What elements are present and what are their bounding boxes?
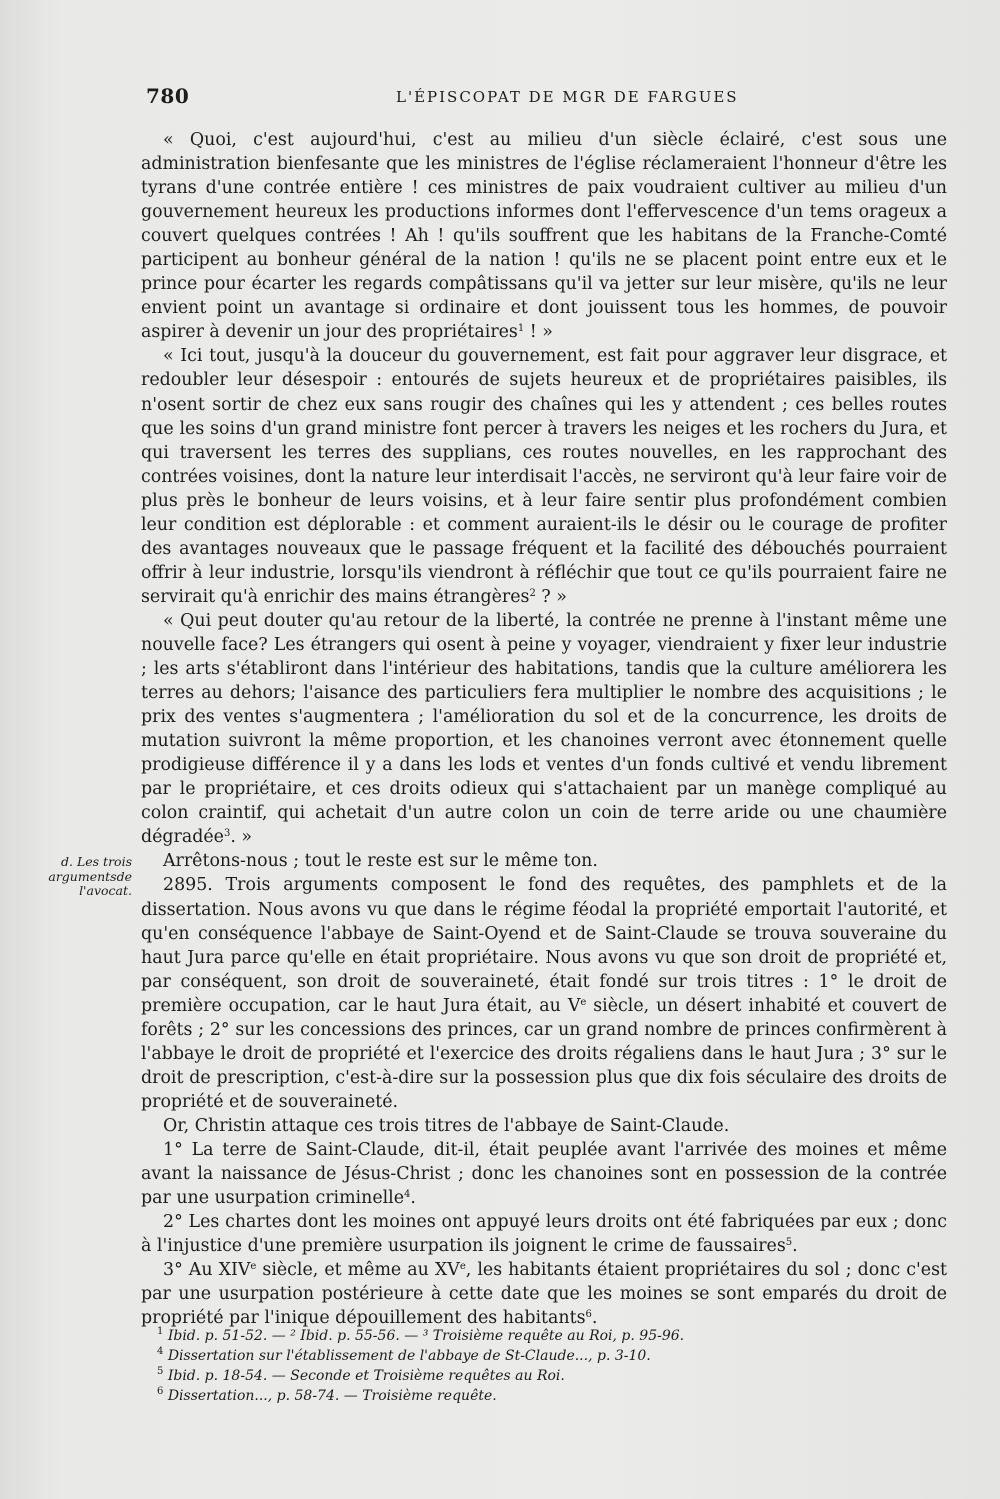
footnote-number: 6 — [157, 1386, 164, 1397]
footnote-text: Ibid. p. 51-52. — ² Ibid. p. 55-56. — ³ Troisième requête au Roi, p. 95-96. — [167, 1328, 685, 1344]
paragraph: « Quoi, c'est aujourd'hui, c'est au milieu d'un siècle éclairé, c'est sous une administration bienfesante que les ministres de l'église réclameraient l'honneur d'être les tyrans d'une contrée entière ! ces ministres de paix voudraient cultiver au milieu d'un gouvernement heureux les productions informes dont l'effervescence d'un tems orageux a couvert quelques contrées ! Ah ! qu'ils souffrent que les habitans de la Franche-Comté participent au bonheur général de la nation ! qu'ils ne se placent point entre eux et le prince pour écarter les regards compâtissans qu'il va jetter sur leur misère, qu'ils ne leur envient point un avantage si ordinaire et dont jouissent tous les hommes, de pouvoir aspirer à devenir un jour des propriétaires$^1$ ! » — [141, 130, 947, 343]
page-header — [146, 84, 946, 114]
running-title: L'ÉPISCOPAT DE MGR DE FARGUES — [396, 88, 739, 106]
footnote-ref: 5 — [785, 1237, 793, 1249]
footnote-text: Dissertation sur l'établissement de l'abbaye de St-Claude..., p. 3-10. — [167, 1348, 651, 1364]
footnote — [157, 1326, 937, 1346]
superscript: e — [459, 1261, 466, 1273]
footnote-number: 1 — [157, 1326, 164, 1337]
page-number: 780 — [146, 84, 190, 108]
body-text — [141, 128, 947, 1330]
footnote-ref: 6 — [585, 1309, 592, 1321]
footnote-ref: 2 — [529, 587, 536, 599]
footnote-ref: 4 — [404, 1189, 411, 1201]
superscript: e — [250, 1261, 257, 1273]
paragraph: Arrêtons-nous ; tout le reste est sur le même ton. — [163, 851, 598, 872]
margin-note-line: argumentsde — [48, 868, 132, 884]
paragraph: 2895. Trois arguments composent le fond des requêtes, des pamphlets et de la dissertation. Nous avons vu que dans le régime féodal la propriété emportait l'autorité, et qu'en conséquence l'abbaye de Saint-Oyend et de Saint-Claude se trouva souveraine du haut Jura parce qu'elle en était propriétaire. Nous avons vu que son droit de propriété et, par conséquent, son droit de souveraineté, était fondé sur trois titres : 1° le droit de première occupation, car le haut Jura était, au Ve siècle, un désert inhabité et couvert de forêts ; 2° sur les concessions des princes, car un grand nombre de princes confirmèrent à l'abbaye le droit de propriété et l'exercice des droits régaliens dans le haut Jura ; 3° sur le droit de prescription, c'est-à-dire sur la possession plus que dix fois séculaire des droits de propriété et de souveraineté. — [141, 875, 947, 1112]
superscript: e — [580, 996, 587, 1008]
footnote — [157, 1386, 937, 1406]
paragraph: 1° La terre de Saint-Claude, dit-il, était peuplée avant l'arrivée des moines et même avant la naissance de Jésus-Christ ; donc les chanoines sont en possession de la contrée par une usurpation criminelle$^4$. — [141, 1139, 947, 1209]
footnotes — [157, 1326, 937, 1406]
paragraph: 2° Les chartes dont les moines ont appuyé leurs droits ont été fabriquées par eux ; donc à l'injustice d'une première usurpation ils joignent le crime de faussaires$^5$. — [141, 1212, 947, 1257]
paragraph: Or, Christin attaque ces trois titres de l'abbaye de Saint-Claude. — [163, 1115, 730, 1136]
margin-note — [40, 855, 132, 899]
footnote — [157, 1366, 937, 1386]
paragraph: 3° Au XIVe siècle, et même au XVe, les habitants étaient propriétaires du sol ; donc c'est par une usurpation postérieure à cette date que les moines se sont emparés du droit de propriété par l'inique dépouillement des habitants$^6$. — [141, 1260, 947, 1329]
margin-note-line: l'avocat. — [79, 883, 132, 898]
footnote — [157, 1346, 937, 1366]
footnote-ref: 1 — [517, 323, 525, 335]
footnote-text: Ibid. p. 18-54. — Seconde et Troisième requêtes au Roi. — [167, 1368, 565, 1384]
paragraph: « Qui peut douter qu'au retour de la liberté, la contrée ne prenne à l'instant même une nouvelle face? Les étrangers qui osent à peine y voyager, viendraient y fixer leur industrie ; les arts s'établiront dans l'intérieur des habitations, tandis que la culture améliorera les terres au dehors; l'aisance des particuliers fera multiplier le nombre des acquisitions ; le prix des ventes s'augmentera ; l'amélioration du sol et de la concurrence, les droits de mutation suivront la même proportion, et les chanoines verront avec étonnement quelle prodigieuse différence il y a dans les lods et ventes d'un fonds cultivé et vendu librement par le propriétaire, et ces droits odieux qui s'attachaient par un manège compliqué au colon craintif, qui achetait d'un autre colon un coin de terre aride ou une chaumière dégradée$^3$. » — [141, 610, 947, 848]
paragraph: « Ici tout, jusqu'à la douceur du gouvernement, est fait pour aggraver leur disgrace, et redoubler leur désespoir : entourés de sujets heureux et de propriétaires paisibles, ils n'osent sortir de chez eux sans rougir des chaînes qui les y attendent ; ces belles routes que les soins d'un grand ministre font percer à travers les neiges et les rochers du Jura, et qui traversent les terres des supplians, ces routes nouvelles, en les rapprochant des contrées voisines, dont la nature leur interdisait l'accès, ne serviront qu'à leur faire voir de plus près le bonheur de leurs voisins, et à leur faire sentir plus profondément combien leur condition est déplorable : et comment auraient-ils le désir ou le courage de profiter des avantages nouveaux que le passage fréquent et la facilité des débouchés pourraient offrir à leur industrie, lorsqu'ils viendront à réfléchir que tout ce qu'ils pourraient faire ne servirait qu'à enrichir des mains étrangères$^2$ ? » — [141, 346, 947, 607]
footnote-number: 5 — [157, 1366, 164, 1377]
footnote-text: Dissertation..., p. 58-74. — Troisième requête. — [167, 1388, 497, 1404]
margin-note-line: d. Les trois — [61, 854, 132, 869]
footnote-ref: 3 — [223, 828, 231, 840]
footnote-number: 4 — [157, 1346, 164, 1357]
